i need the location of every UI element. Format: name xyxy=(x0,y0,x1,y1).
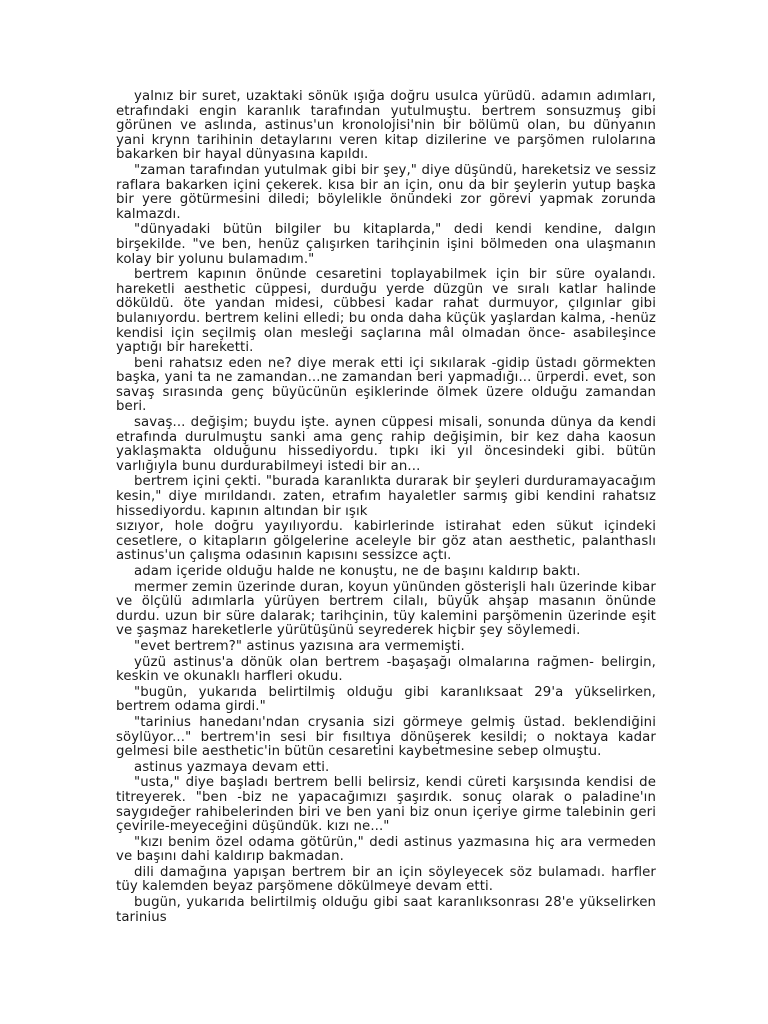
paragraph-15: astinus yazmaya devam etti. xyxy=(134,759,330,775)
paragraph-13: "bugün, yukarıda belirtilmiş olduğu gibi karanlıksaat 29'a yükselirken, bertrem odama girdi." xyxy=(116,684,656,715)
paragraph-2: "zaman tarafından yutulmak gibi bir şey," diye düşündü, hareketsiz ve sessiz raflara bakarken içini çekerek. kısa bir an için, onu da bir şeylerin yutup başka bir yere götürmesini diledi; böylelikle önündeki zor görevi yapmak zorunda kalmazdı. xyxy=(116,162,656,222)
paragraph-16: "usta," diye başladı bertrem belli belirsiz, kendi cüreti karşısında kendisi de titreyerek. "ben -biz ne yapacağımızı şaşırdık. sonuç olarak o paladine'ın saygıdeğer rahibelerinden biri ve ben yani biz onun içeriye girme talebinin geri çevirile-meyeceğini düşündük. kızı ne..." xyxy=(116,775,656,835)
paragraph-14: "tarinius hanedanı'ndan crysania sizi görmeye gelmiş üstad. beklendiğini söylüyor..." bertrem'in sesi bir fısıltıya dönüşerek kesildi; o noktaya kadar gelmesi bile aesthetic'in bütün cesaretini kaybetmesine sebep olmuştu. xyxy=(116,714,656,760)
paragraph-18: dili damağına yapışan bertrem bir an için söyleyecek söz bulamadı. harfler tüy kalemden beyaz parşömene dökülmeye devam etti. xyxy=(116,864,656,895)
paragraph-1: yalnız bir suret, uzaktaki sönük ışığa doğru usulca yürüdü. adamın adımları, etrafındaki engin karanlık tarafından yutulmuştu. bertrem sonsuzmuş gibi görünen ve aslında, astinus'un kronolojisi'nin bir bölümü olan, bu dünyanın yani krynn tarihinin detaylarını veren kitap dizilerine ve parşömen rulolarına bakarken bir hayal dünyasına kapıldı. xyxy=(116,89,656,163)
paragraph-11: "evet bertrem?" astinus yazısına ara vermemişti. xyxy=(134,638,465,654)
paragraph-19: bugün, yukarıda belirtilmiş olduğu gibi saat karanlıksonrası 28'e yükselirken tarinius xyxy=(116,895,656,925)
paragraph-17: "kızı benim özel odama götürün," dedi astinus yazmasına hiç ara vermeden ve başını dahi kaldırıp bakmadan. xyxy=(116,834,656,865)
paragraph-6: savaş... değişim; buydu işte. aynen cüppesi misali, sonunda dünya da kendi etrafında durulmuştu sanki ama genç rahip değişimin, bir kez daha kaosun yaklaşmakta olduğunu hissediyordu. tıpkı iki yıl öncesindeki gibi. bütün varlığıyla bunu durdurabilmeyi istedi bir an... xyxy=(116,415,656,474)
paragraph-8: sızıyor, hole doğru yayılıyordu. kabirlerinde istirahat eden sükut içindeki cesetlere, o kitapların gölgelerine aceleyle bir göz atan aesthetic, palanthaslı astinus'un çalışma odasının kapısını sessizce açtı. xyxy=(116,519,656,564)
paragraph-12: yüzü astinus'a dönük olan bertrem -başaşağı olmalarına rağmen- belirgin, keskin ve okunaklı harfleri okudu. xyxy=(116,654,656,685)
paragraph-4: bertrem kapının önünde cesaretini toplayabilmek için bir süre oyalandı. hareketli aesthetic cüppesi, durduğu yerde düzgün ve sıralı katlar halinde döküldü. öte yandan midesi, cübbesi kadar rahat durmuyor, çılgınlar gibi bulanıyordu. bertrem kelini elledi; bu onda daha küçük yaşlardan kalma, -henüz kendisi için seçilmiş olan mesleği saçlarına mâl olmadan önce- asabileşince yaptığı bir hareketti. xyxy=(116,267,656,356)
paragraph-5: beni rahatsız eden ne? diye merak etti içi sıkılarak -gidip üstadı görmekten başka, yani ta ne zamandan...ne zamandan beri yapmadığı... ürperdi. evet, son savaş sırasında genç büyücünün eşiklerinde ölmek üzere olduğu zamandan beri. xyxy=(116,355,656,415)
paragraph-7: bertrem içini çekti. "burada karanlıkta durarak bir şeyleri durduramayacağım kesin," diye mırıldandı. zaten, etrafım hayaletler sarmış gibi kendini rahatsız hissediyordu. kapının altından bir ışık xyxy=(116,474,656,519)
paragraph-3: "dünyadaki bütün bilgiler bu kitaplarda," dedi kendi kendine, dalgın birşekilde. "ve ben, henüz çalışırken tarihçinin işini bölmeden ona ulaşmanın kolay bir yolunu bulamadım." xyxy=(116,222,656,267)
document-page xyxy=(116,90,656,926)
paragraph-9: adam içeride olduğu halde ne konuştu, ne de başını kaldırıp baktı. xyxy=(134,564,581,579)
paragraph-10: mermer zemin üzerinde duran, koyun yününden gösterişli halı üzerinde kibar ve ölçülü adımlarla yürüyen bertrem cilalı, büyük ahşap masanın önünde durdu. uzun bir süre dalarak; tarihçinin, tüy kalemini parşömenin üzerinde eşit ve şaşmaz hareketlerle yürütüşünü seyrederek hiçbir şey söylemedi. xyxy=(116,579,656,639)
